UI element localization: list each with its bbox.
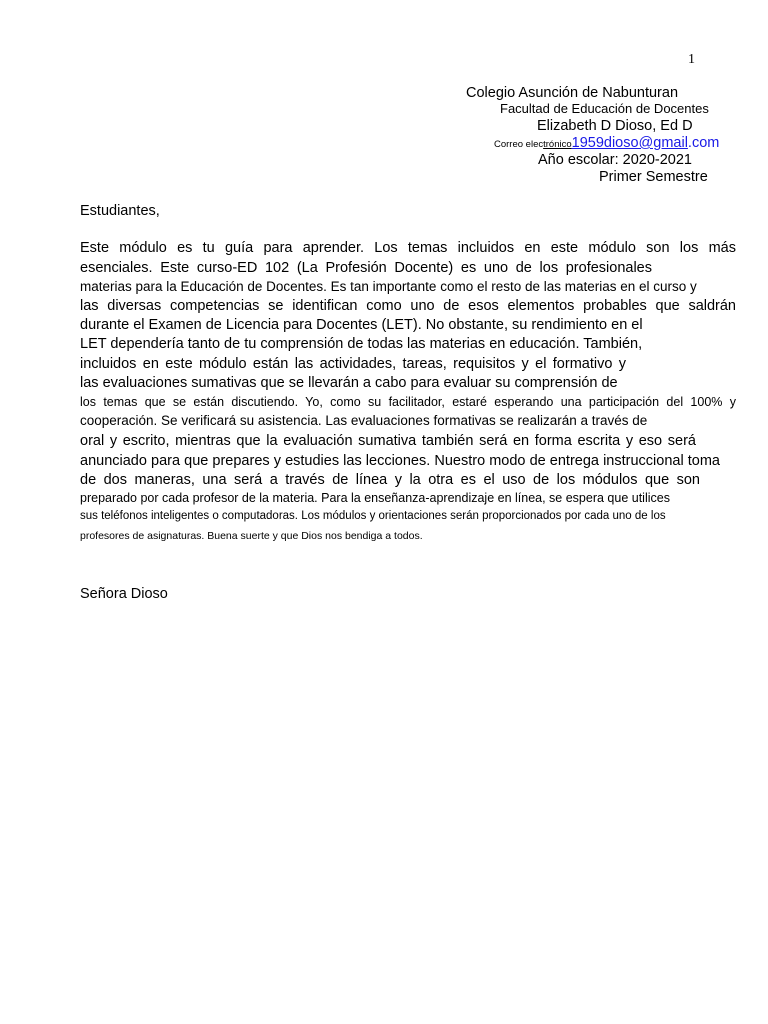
email-tld[interactable]: .com	[687, 135, 720, 151]
body-line: esenciales. Este curso-ED 102 (La Profesión Docente) es uno de los profesionales	[80, 260, 652, 276]
semester: Primer Semestre	[599, 169, 708, 185]
signature: Señora Dioso	[80, 586, 168, 602]
author-name: Elizabeth D Dioso, Ed D	[537, 118, 693, 134]
email-link[interactable]	[572, 135, 720, 151]
body-line: cooperación. Se verificará su asistencia. Las evaluaciones formativas se realizarán a través de	[80, 413, 648, 428]
body-line: de dos maneras, una será a través de línea y la otra es el uso de los módulos que son	[80, 472, 700, 488]
body-line: Este módulo es tu guía para aprender. Los temas incluidos en este módulo son los más	[80, 240, 736, 256]
body-line: materias para la Educación de Docentes. Es tan importante como el resto de las materias en el curso y	[80, 279, 697, 294]
school-name: Colegio Asunción de Nabunturan	[466, 85, 679, 101]
body-line: profesores de asignaturas. Buena suerte y que Dios nos bendiga a todos.	[80, 530, 423, 542]
body-line: los temas que se están discutiendo. Yo, como su facilitador, estaré esperando una participación del 100% y	[80, 395, 736, 409]
body-line: oral y escrito, mientras que la evaluación sumativa también será en forma escrita y eso será	[80, 433, 696, 449]
body-line: durante el Examen de Licencia para Docentes (LET). No obstante, su rendimiento en el	[80, 317, 643, 333]
email-line	[494, 136, 719, 151]
page-number: 1	[688, 52, 695, 67]
body-line: incluidos en este módulo están las actividades, tareas, requisitos y el formativo y	[80, 356, 626, 372]
body-line: preparado por cada profesor de la materia. Para la enseñanza-aprendizaje en línea, se espera que utilices	[80, 491, 670, 505]
email-label-b: trónico	[543, 139, 572, 150]
body-line: las evaluaciones sumativas que se llevarán a cabo para evaluar su comprensión de	[80, 375, 618, 391]
body-line: sus teléfonos inteligentes o computadoras. Los módulos y orientaciones serán proporcionados por cada uno de los	[80, 510, 666, 522]
school-year: Año escolar: 2020-2021	[538, 152, 692, 168]
email-label-a: Correo elec	[494, 139, 544, 150]
body-line: anunciado para que prepares y estudies las lecciones. Nuestro modo de entrega instruccional toma	[80, 453, 720, 469]
body-line: las diversas competencias se identifican como uno de esos elementos probables que saldrán	[80, 298, 736, 314]
salutation: Estudiantes,	[80, 203, 160, 219]
faculty-name: Facultad de Educación de Docentes	[500, 101, 709, 116]
email-user[interactable]: 1959dioso@gmail	[571, 135, 688, 151]
email-label	[494, 139, 572, 150]
body-line: LET dependería tanto de tu comprensión de todas las materias en educación. También,	[80, 336, 643, 352]
